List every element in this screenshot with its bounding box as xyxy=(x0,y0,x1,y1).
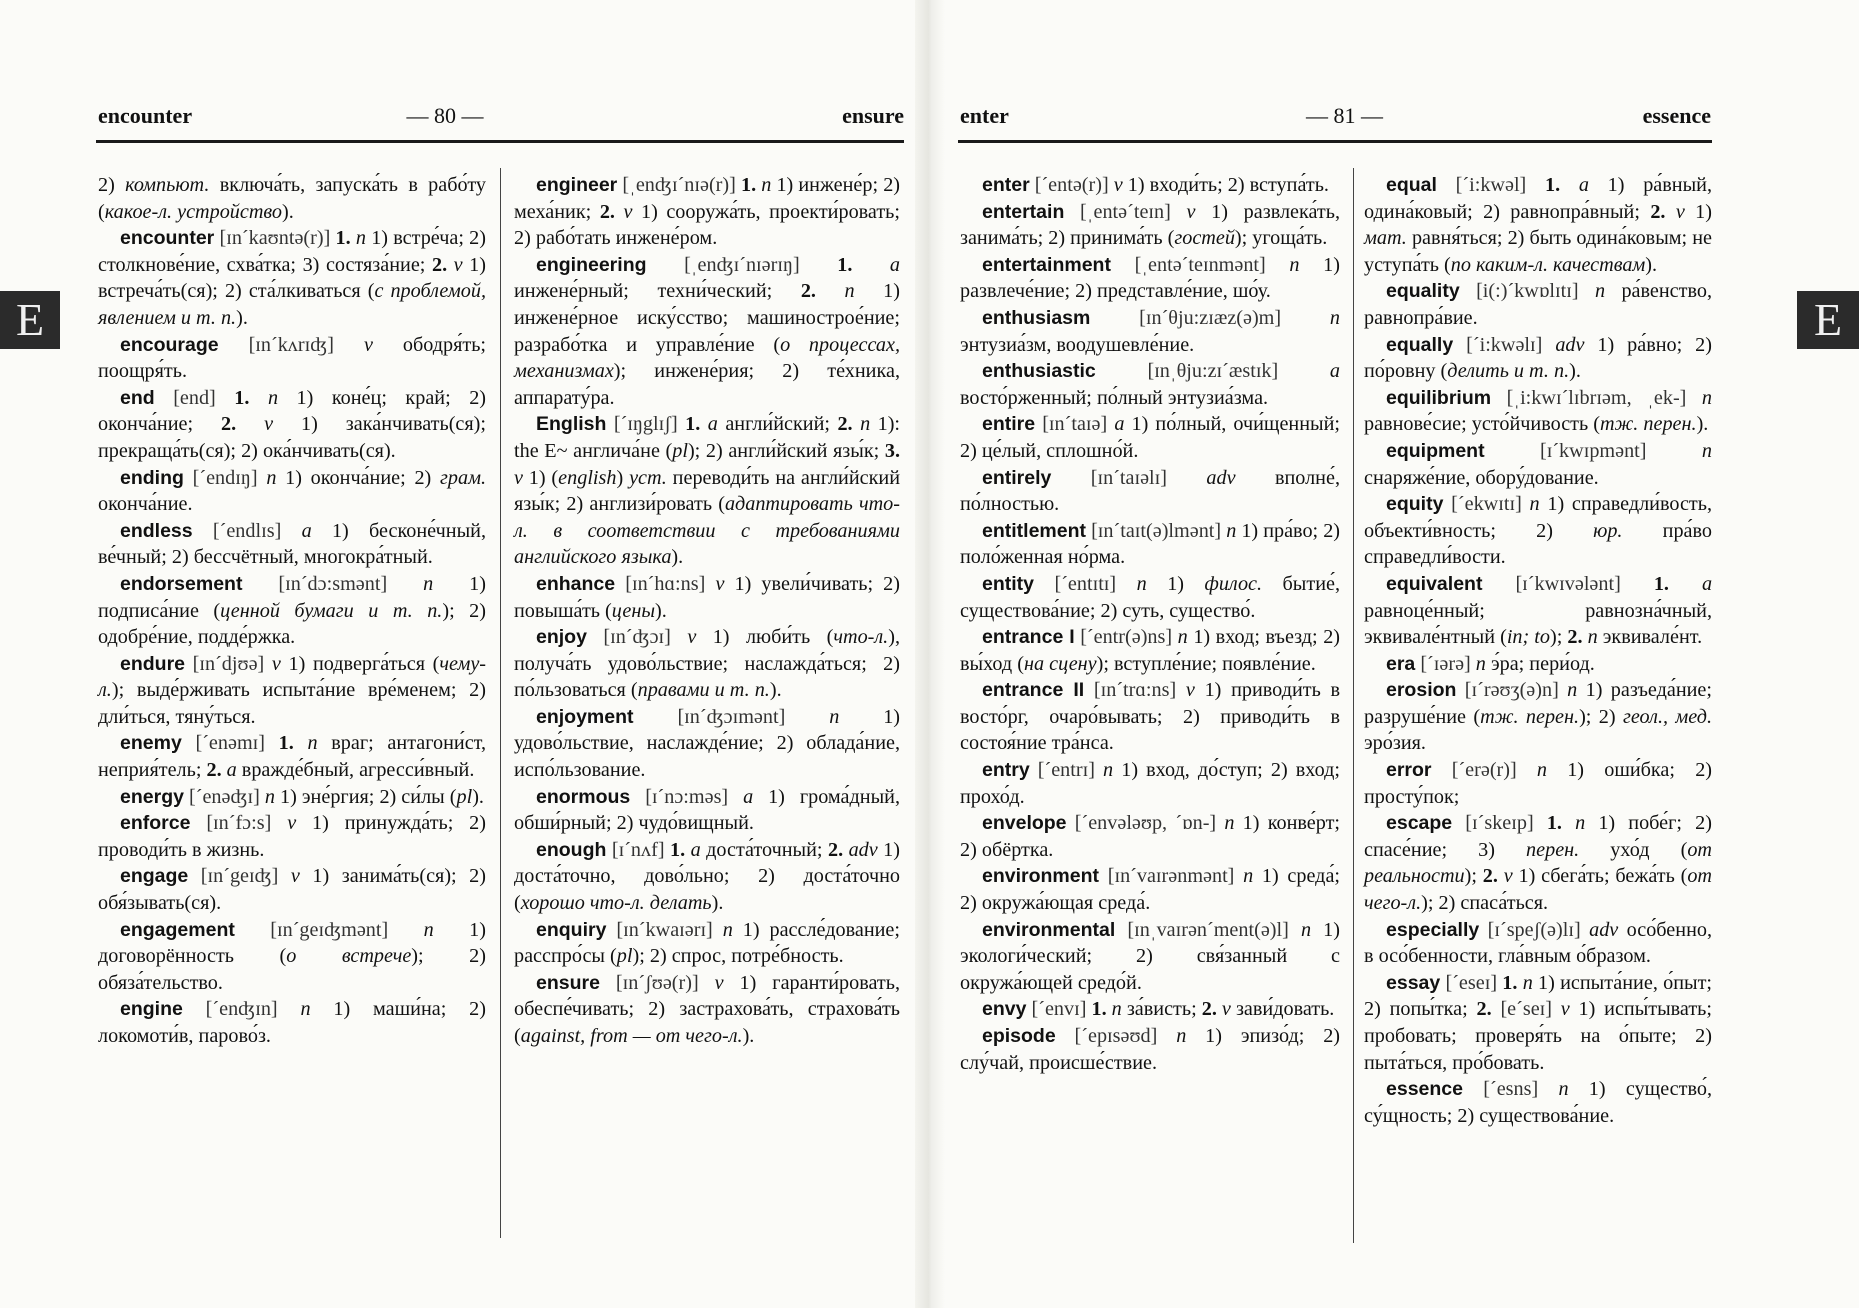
left-column-2 xyxy=(514,172,900,1050)
dictionary-entry: essay [´eseɪ] 1. n 1) испыта́ние, о́пыт; 2) попы́тка; 2. [e´seɪ] v 1) испы́тывать; пробовать; проверя́ть на о́пыте; 2) пыта́ться, про́бовать. xyxy=(1364,971,1713,1074)
left-page-number: — 80 — xyxy=(406,103,484,128)
dictionary-entry: equipment [ɪ´kwɪpmənt] n снаряже́ние, обору́дование. xyxy=(1364,439,1712,489)
right-running-head xyxy=(930,103,1859,137)
left-thumb-index-tab: E xyxy=(0,291,60,349)
dictionary-entry: ending [´endɪŋ] n 1) оконча́ние; 2) грам. оконча́ние. xyxy=(98,466,487,516)
dictionary-entry: enthusiastic [ɪnˌθju:zɪ´æstɪk] a восто́рженный; по́лный энтузиа́зма. xyxy=(960,360,1341,409)
dictionary-entry: escape [ɪ´skeɪp] 1. n 1) побе́г; 2) спасе́ние; 3) перен. ухо́д (от реальности); 2. v 1) сбега́ть; бежа́ть (от чего-л.); 2) спаса́ться. xyxy=(1364,812,1712,915)
dictionary-entry: equally [´i:kwəlɪ] adv 1) ра́вно; 2) по́ровну (делить и т. п.). xyxy=(1364,333,1713,383)
right-guide-word-first: enter xyxy=(960,103,1009,128)
dictionary-entry: enemy [´enəmɪ] 1. n враг; антагони́ст, неприя́тель; 2. a вражде́бный, агресси́вный. xyxy=(98,732,487,782)
right-page xyxy=(930,0,1859,1308)
left-header-rule xyxy=(96,140,904,143)
dictionary-entry: entertain [ˌentə´teɪn] v 1) развлека́ть, занима́ть; 2) принима́ть (гостей); угоща́ть. xyxy=(960,200,1341,250)
dictionary-entry: encounter [ɪn´kaʊntə(r)] 1. n 1) встре́ча; 2) столкнове́ние, схва́тка; 3) состяза́ние; 2. v 1) встреча́ть(ся); 2) ста́лкиваться (с проблемой, явлением и т. п.). xyxy=(98,227,486,329)
dictionary-entry: entitlement [ɪn´taɪt(ə)lmənt] n 1) пра́во; 2) поло́женная но́рма. xyxy=(960,519,1341,569)
left-guide-word-last: ensure xyxy=(842,103,904,128)
dictionary-entry: energy [´enəʤɪ] n 1) эне́ргия; 2) си́лы (pl). xyxy=(120,785,484,808)
dictionary-entry: enter [´entə(r)] v 1) входи́ть; 2) вступа́ть. xyxy=(982,174,1329,196)
dictionary-entry: engineering [ˌenʤɪ´nɪərɪŋ] 1. a инжене́рный; техни́ческий; 2. n 1) инжене́рное иску́сство; машинострое́ние; разрабо́тка и управле́ние (о процессах, механизмах); инжене́рия; 2) те́хника, аппарату́ра. xyxy=(514,253,900,409)
dictionary-entry: especially [ɪ´speʃ(ə)lɪ] adv осо́бенно, в осо́бенности, гла́вным о́бразом. xyxy=(1364,918,1713,968)
left-guide-word-first: encounter xyxy=(98,103,193,128)
dictionary-entry: environment [ɪn´vaɪrənmənt] n 1) среда́; 2) окружа́ющая среда́. xyxy=(960,865,1341,915)
dictionary-entry: entrance I [´entr(ə)ns] n 1) вход; въезд; 2) вы́ход (на сцену); вступле́ние; появле́ние. xyxy=(960,626,1341,675)
dictionary-entry: ensure [ɪn´ʃʊə(r)] v 1) гаранти́ровать, обеспе́чивать; 2) застрахова́ть, страхова́ть (against, from — от чего-л.). xyxy=(514,971,900,1047)
dictionary-entry: encourage [ɪn´kʌrɪʤ] v ободря́ть; поощря́ть. xyxy=(98,333,487,383)
left-column-1 xyxy=(98,172,486,1050)
right-header-rule xyxy=(958,140,1712,143)
dictionary-entry: envy [´envɪ] 1. n за́висть; 2. v зави́довать. xyxy=(982,998,1335,1021)
dictionary-entry: enjoyment [ɪn´ʤɔɪmənt] n 1) удово́льствие, наслажде́ние; 2) облада́ние, испо́льзование. xyxy=(514,705,901,782)
right-column-1 xyxy=(960,172,1340,1076)
dictionary-entry: enormous [ɪ´nɔ:məs] a 1) грома́дный, обши́рный; 2) чудо́вищный. xyxy=(514,785,900,835)
dictionary-entry: erosion [ɪ´rəʊʒ(ə)n] n 1) разъеда́ние; разруше́ние (тж. перен.); 2) геол., мед. эро́зия. xyxy=(1364,679,1713,755)
dictionary-entry: endorsement [ɪn´dɔ:smənt] n 1) подписа́ние (ценной бумаги и т. п.); 2) одобре́ние, подде́ржка. xyxy=(98,572,486,649)
dictionary-entry: environmental [ɪnˌvaɪrən´ment(ə)l] n 1) экологи́ческий; 2) свя́занный с окружа́ющей средо́й. xyxy=(960,918,1340,994)
dictionary-entry: episode [´epɪsəʊd] n 1) эпизо́д; 2) слу́чай, происше́ствие. xyxy=(960,1025,1341,1074)
dictionary-entry: enthusiasm [ɪn´θju:zɪæz(ə)m] n энтузиа́зм, воодушевле́ние. xyxy=(960,306,1340,356)
dictionary-entry: entry [´entrɪ] n 1) вход, до́ступ; 2) вход; прохо́д. xyxy=(960,759,1341,808)
dictionary-entry: entire [ɪn´taɪə] a 1) по́лный, очи́щенный; 2) це́лый, сплошно́й. xyxy=(960,413,1341,462)
dictionary-entry: 2) компьют. включа́ть, запуска́ть в рабо́ту (какое-л. устройство). xyxy=(98,174,486,223)
dictionary-entry: error [´erə(r)] n 1) оши́бка; 2) просту́пок; xyxy=(1364,759,1713,808)
dictionary-entry: engine [´enʤɪn] n 1) маши́на; 2) локомоти́в, парово́з. xyxy=(98,998,487,1047)
dictionary-entry: envelope [´envələʊp, ´ɒn-] n 1) конве́рт; 2) обёртка. xyxy=(960,812,1340,861)
right-column-2 xyxy=(1364,172,1712,1129)
dictionary-entry: enquiry [ɪn´kwaɪərɪ] n 1) рассле́дование; расспро́сы (pl); 2) спрос, потре́бность. xyxy=(514,918,901,968)
dictionary-entry: entertainment [ˌentə´teɪnmənt] n 1) развлече́ние; 2) представле́ние, шо́у. xyxy=(960,253,1340,303)
dictionary-entry: equality [i(:)´kwɒlɪtɪ] n ра́венство, равнопра́вие. xyxy=(1364,280,1712,329)
dictionary-entry: engage [ɪn´geɪʤ] v 1) занима́ть(ся); 2) обя́зывать(ся). xyxy=(98,865,486,915)
dictionary-entry: endure [ɪn´djʊə] v 1) подверга́ться (чему-л.); выде́рживать испыта́ние вре́менем; 2) дли́ться, тяну́ться. xyxy=(98,652,487,728)
dictionary-entry: essence [´esns] n 1) существо́, су́щность; 2) существова́ние. xyxy=(1364,1078,1712,1127)
dictionary-entry: era [´ɪərə] n э́ра; пери́од. xyxy=(1386,652,1595,675)
dictionary-entry: equity [´ekwɪtɪ] n 1) справедли́вость, объекти́вность; 2) юр. пра́во справедли́вости. xyxy=(1364,493,1713,569)
dictionary-entry: entrance II [ɪn´trɑ:ns] v 1) приводи́ть в восто́рг, очаро́вывать; 2) приводи́ть в состоя́ние тра́нса. xyxy=(960,679,1341,755)
dictionary-entry: English [´ɪŋglɪʃ] 1. a англи́йский; 2. n 1): the E~ англича́не (pl); 2) англи́йский язы́к; 3. v 1) (english) уст. переводи́ть на англи́йский язы́к; 2) англизи́ровать (адаптировать что-л. в соответствии с требованиями английского языка). xyxy=(514,413,901,569)
dictionary-entry: enhance [ɪn´hɑ:ns] v 1) увели́чивать; 2) повыша́ть (цены). xyxy=(514,572,900,622)
dictionary-entry: engineer [ˌenʤɪ´nɪə(r)] 1. n 1) инжене́р; 2) меха́ник; 2. v 1) сооружа́ть, проекти́ровать; 2) рабо́тать инжене́ром. xyxy=(514,174,901,250)
right-guide-word-last: essence xyxy=(1642,103,1711,128)
right-column-divider xyxy=(1353,168,1354,1243)
dictionary-entry: equal [´i:kwəl] 1. a 1) ра́вный, одина́ковый; 2) равнопра́вный; 2. v 1) мат. равня́ться; 2) быть одина́ковым; не уступа́ть (по каким-л. качествам). xyxy=(1364,174,1713,276)
dictionary-entry: enough [ɪ´nʌf] 1. a доста́точный; 2. adv 1) доста́точно, дово́льно; 2) доста́точно (хорошо что-л. делать). xyxy=(514,838,900,915)
dictionary-entry: endless [´endlɪs] a 1) бесконе́чный, ве́чный; 2) бессчётный, многокра́тный. xyxy=(98,519,486,569)
right-page-number: — 81 — xyxy=(1306,103,1383,128)
dictionary-entry: enforce [ɪn´fɔ:s] v 1) принужда́ть; 2) проводи́ть в жизнь. xyxy=(98,812,486,861)
dictionary-entry: entity [´entɪtɪ] n 1) филос. бытие́, существова́ние; 2) суть, существо́. xyxy=(960,572,1340,622)
right-thumb-index-tab: E xyxy=(1797,291,1859,349)
left-column-divider xyxy=(500,168,501,1238)
dictionary-entry: entirely [ɪn´taɪəlɪ] adv вполне́, по́лностью. xyxy=(960,466,1340,516)
dictionary-entry: equivalent [ɪ´kwɪvələnt] 1. a равноце́нный; равнозна́чный, эквивале́нтный (in; to); 2. n эквивале́нт. xyxy=(1364,572,1713,649)
dictionary-entry: engagement [ɪn´geɪʤmənt] n 1) договорённость (о встрече); 2) обяза́тельство. xyxy=(98,918,486,994)
dictionary-entry: end [end] 1. n 1) коне́ц; край; 2) оконча́ние; 2. v 1) зака́нчивать(ся); прекраща́ть(ся); 2) ока́нчивать(ся). xyxy=(98,386,487,462)
dictionary-entry: enjoy [ɪn´ʤɔɪ] v 1) люби́ть (что-л.), получа́ть удово́льствие; наслажда́ться; 2) по́льзоваться (правами и т. п.). xyxy=(514,626,901,702)
left-running-head xyxy=(0,103,930,137)
dictionary-entry: equilibrium [ˌi:kwɪ´lɪbrɪəm, ˌek-] n равнове́сие; усто́йчивость (тж. перен.). xyxy=(1364,386,1713,436)
